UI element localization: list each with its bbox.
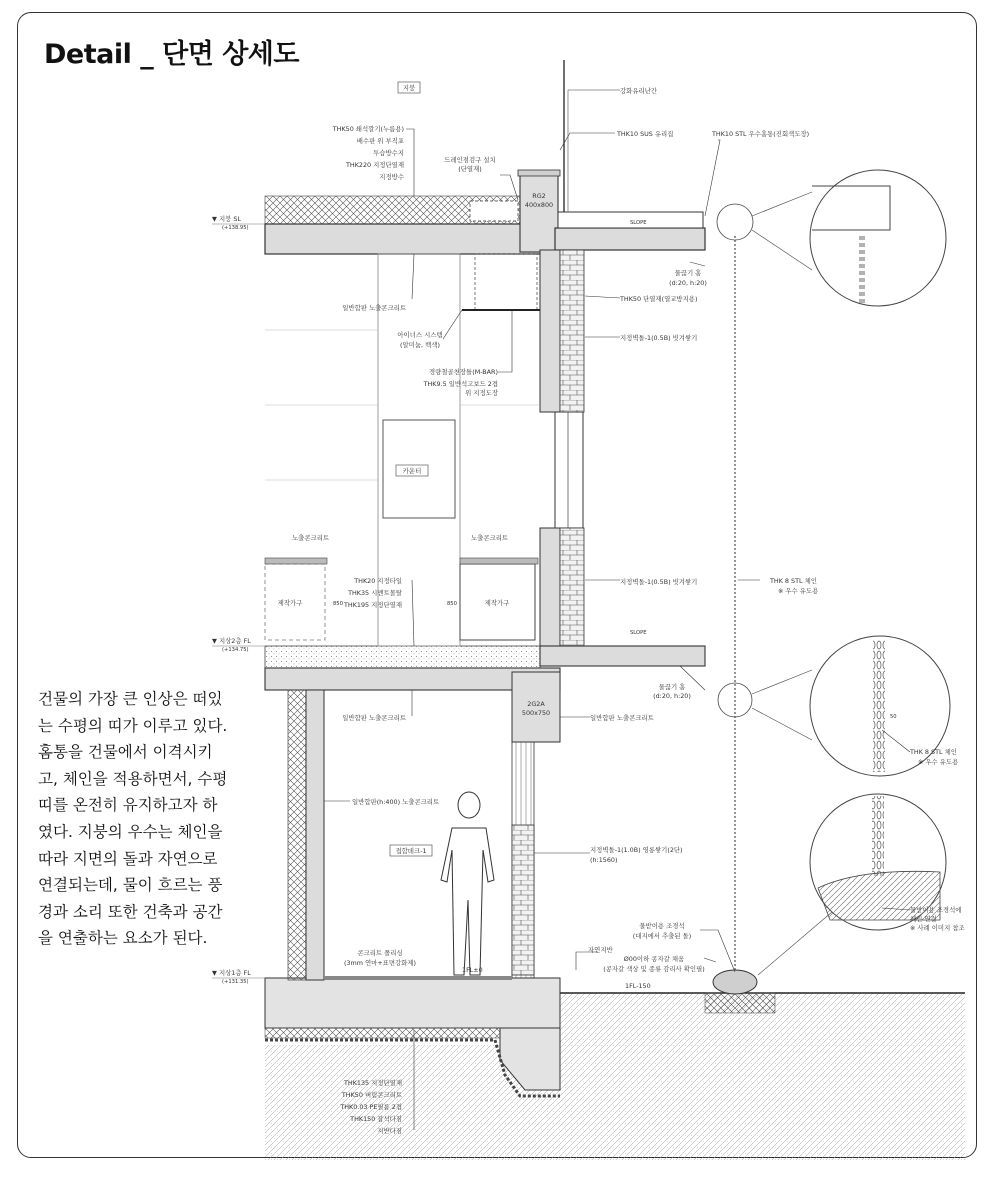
floor2-canopy bbox=[540, 646, 705, 666]
label-glass-railing: 강화유리난간 bbox=[620, 87, 658, 95]
tag-ground: 자연지반 bbox=[588, 946, 613, 954]
roof-canopy-slab bbox=[555, 228, 705, 250]
person-silhouette-icon bbox=[441, 792, 494, 975]
label-stone-link-2: 체인 연결 bbox=[910, 915, 937, 923]
floor1-finish bbox=[324, 976, 512, 980]
detail-chain-middle bbox=[873, 640, 885, 772]
label-gravel: Ø00이하 콩자갈 채움 bbox=[623, 955, 685, 963]
label-slope-canopy: SLOPE bbox=[630, 630, 647, 636]
detail-leader bbox=[752, 670, 812, 694]
label-landscape-stone-sub: (대지에서 추출된 돌) bbox=[632, 932, 692, 940]
counter-panel bbox=[378, 254, 460, 646]
label-brick-stack-h: (h:1560) bbox=[590, 856, 618, 864]
level-roof-label: ▼ 지붕 SL bbox=[212, 215, 241, 223]
label-gypsum: THK9.5 일반석고보드 2겹 bbox=[423, 380, 498, 388]
label-ceiling-system: 아이너스 시스템 bbox=[397, 331, 443, 339]
roof-layer: THK220 지정단열재 bbox=[346, 161, 404, 169]
label-drip-hole-1-size: (d:20, h:20) bbox=[669, 279, 707, 287]
label-gravel-sub: (콩자갈 색상 및 종류 감리사 확인필) bbox=[603, 965, 705, 973]
detail-chain-lower bbox=[872, 796, 884, 876]
label-exposed-conc-1: 일반합판 노출콘크리트 bbox=[342, 304, 406, 312]
landscape-stone bbox=[713, 970, 757, 994]
label-exposed-conc-400: 일반합판(h:400) 노출콘크리트 bbox=[352, 798, 440, 806]
label-exposed-conc-left: 노출콘크리트 bbox=[292, 534, 330, 542]
label-beam-2g2a-size: 500x750 bbox=[521, 709, 551, 717]
description-line: 건물의 가장 큰 인상은 떠있 bbox=[38, 690, 223, 708]
description-line: 띠를 온전히 유지하고자 하 bbox=[38, 796, 218, 815]
counter-top-left bbox=[265, 558, 327, 564]
roof-layer: 투습방수지 bbox=[373, 149, 404, 157]
label-exposed-conc-3: 일반합판 노출콘크리트 bbox=[590, 714, 654, 722]
description-line: 연결되는데, 물이 흐르는 풍 bbox=[38, 876, 223, 895]
label-dim-right: 850 bbox=[447, 601, 457, 607]
description-line: 홈통을 건물에서 이격시키 bbox=[38, 743, 213, 762]
label-beam-2g2a: 2G2A bbox=[527, 700, 545, 708]
label-brick-2: 지정벽돌-1(0.5B) 빗겨쌓기 bbox=[620, 578, 698, 586]
label-polishing-sub: (3mm 연마+표면강화제) bbox=[343, 959, 417, 967]
label-drain-install: 드레인점검구 설치 bbox=[444, 156, 496, 164]
exterior-gravel-bed bbox=[705, 993, 775, 1013]
level-fl-zero: 1FL±0 bbox=[462, 966, 483, 974]
label-gypsum-sub: 위 지정도장 bbox=[465, 389, 498, 397]
floor1-left-wall bbox=[288, 690, 306, 980]
label-ceiling-system-sub: (알미늄, 백색) bbox=[400, 341, 440, 349]
label-cement-mortar: THK35 시멘트몰탈 bbox=[348, 589, 402, 597]
page-title: Detail _ 단면 상세도 bbox=[44, 39, 299, 70]
description-line: 였다. 지붕의 우수는 체인을 bbox=[38, 822, 223, 841]
level-2f-label: ▼ 지상2층 FL bbox=[212, 637, 251, 645]
floor1-wall-concrete bbox=[306, 690, 324, 980]
label-chain-detail-sub: ※ 우수 유도용 bbox=[918, 758, 959, 766]
roof-slab bbox=[265, 224, 555, 254]
description-line: 따라 지면의 돌과 자연으로 bbox=[38, 849, 218, 868]
level-1f-label: ▼ 지상1층 FL bbox=[212, 969, 251, 977]
label-stl-gutter: THK10 STL 우수홈통(진회색도장) bbox=[712, 130, 810, 138]
label-polishing: 콘크리트 폴리싱 bbox=[357, 949, 403, 957]
label-drip-hole-2: 물끊기 홈 bbox=[658, 683, 686, 691]
counter-top-right bbox=[460, 558, 538, 564]
label-gravel-150: THK150 잡석다짐 bbox=[350, 1115, 402, 1123]
label-insul-195: THK195 지정단열재 bbox=[344, 601, 402, 609]
roof-layer: 배수판 위 부직포 bbox=[356, 137, 404, 145]
detail-leader bbox=[752, 192, 812, 216]
label-buffer-conc: THK50 버림콘크리트 bbox=[341, 1091, 402, 1099]
roof-layer: THK50 쇄석깔기(누름용) bbox=[332, 125, 404, 133]
window-glass bbox=[555, 412, 583, 528]
floor2-finish bbox=[265, 646, 540, 668]
label-beam-rg2-size: 400x800 bbox=[524, 201, 554, 209]
exterior-brick-upper bbox=[560, 250, 584, 412]
description-line: 을 연출하는 요소가 된다. bbox=[38, 929, 208, 948]
roof-drain-box bbox=[470, 201, 518, 221]
label-mbar: 경량철골천장틀(M-BAR) bbox=[429, 368, 498, 376]
label-brick-stack: 지정벽돌-1(1.0B) 영롱쌓기(2단) bbox=[590, 846, 683, 854]
label-stone-link-3: ※ 사례 이미지 참조 bbox=[910, 924, 965, 932]
parapet-top bbox=[518, 170, 560, 176]
label-exposed-conc-right: 노출콘크리트 bbox=[471, 534, 509, 542]
label-pe-film: THK0.03 PE필름 2겹 bbox=[340, 1103, 402, 1111]
label-sus-glass: THK10 SUS 유리집 bbox=[617, 130, 674, 138]
foundation-slab bbox=[265, 978, 560, 1028]
exterior-wall-concrete-2 bbox=[540, 528, 560, 646]
label-dim-left: 850 bbox=[333, 601, 343, 607]
level-fl-minus: 1FL-150 bbox=[625, 982, 651, 990]
label-chain-dim: 50 bbox=[890, 714, 897, 720]
description-line: 는 수평의 띠가 이루고 있다. bbox=[38, 716, 228, 735]
label-tile: THK20 지정타일 bbox=[354, 577, 402, 585]
description-line: 고, 체인을 적용하면서, 수평 bbox=[38, 769, 228, 788]
ceiling-system bbox=[475, 254, 537, 310]
label-furniture-left: 제작가구 bbox=[277, 599, 303, 607]
exterior-brick-lower bbox=[560, 528, 584, 646]
label-furniture-right: 제작가구 bbox=[484, 599, 510, 607]
label-exposed-conc-2: 일반합판 노출콘크리트 bbox=[342, 714, 406, 722]
level-2f-value: (+134.75) bbox=[222, 647, 249, 653]
label-drip-hole-2-size: (d:20, h:20) bbox=[653, 692, 691, 700]
detail-leader bbox=[758, 912, 832, 975]
brick-screen-openwork bbox=[512, 825, 534, 975]
label-drip-hole-1: 물끊기 홈 bbox=[674, 269, 702, 277]
detail-leader bbox=[752, 708, 812, 740]
description-line: 경과 소리 또한 건축과 공간 bbox=[38, 902, 223, 921]
detail-circle-gutter-small bbox=[717, 204, 753, 240]
beam-rg2 bbox=[520, 172, 558, 252]
tag-roof: 지붕 bbox=[402, 84, 416, 92]
label-chain-detail: THK 8 STL 체인 bbox=[910, 748, 957, 756]
label-stl-chain: THK 8 STL 체인 bbox=[770, 577, 817, 585]
tag-connection-deck: 접합데크-1 bbox=[395, 847, 427, 855]
roof-layer: 지정방수 bbox=[379, 173, 404, 181]
label-compaction: 지반다짐 bbox=[377, 1127, 402, 1135]
label-slope-roof: SLOPE bbox=[630, 220, 647, 226]
exterior-wall-concrete bbox=[540, 250, 560, 412]
label-insul-135: THK135 지정단열재 bbox=[344, 1079, 402, 1087]
detail-circle-gutter bbox=[810, 170, 946, 306]
level-roof-value: (+138.95) bbox=[222, 225, 249, 231]
label-landscape-stone: 물받이용 조경석 bbox=[639, 922, 685, 930]
label-drain-install-sub: (단열재) bbox=[458, 165, 482, 173]
label-insulation-thk50: THK50 단열재(열교방지용) bbox=[620, 295, 698, 303]
label-stone-link: 물받이용 조경석에 bbox=[910, 906, 962, 914]
detail-leader bbox=[752, 230, 812, 270]
label-beam-rg2: RG2 bbox=[532, 192, 546, 200]
label-brick-1: 지정벽돌-1(0.5B) 빗겨쌓기 bbox=[620, 334, 698, 342]
label-stl-chain-sub: ※ 우수 유도용 bbox=[778, 587, 819, 595]
level-1f-value: (+131.35) bbox=[222, 979, 249, 985]
tag-counter: 카운터 bbox=[402, 467, 422, 475]
